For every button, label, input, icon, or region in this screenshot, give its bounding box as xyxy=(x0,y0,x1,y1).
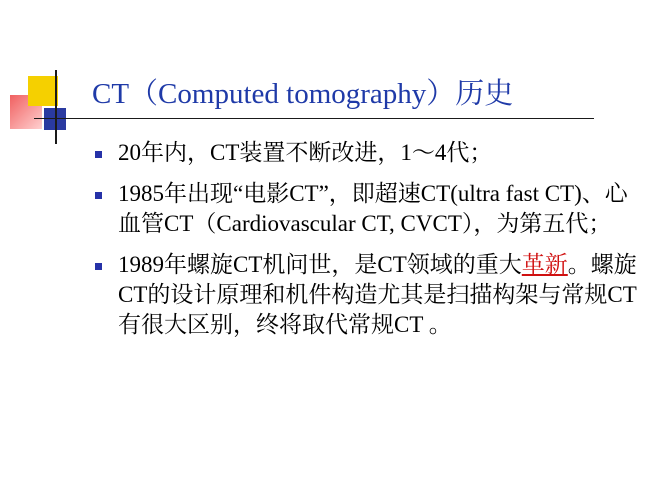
bullet-marker-icon xyxy=(95,192,102,199)
bullet-marker-icon xyxy=(95,263,102,270)
innovation-link[interactable]: 革新 xyxy=(521,252,568,277)
bullet-marker-icon xyxy=(95,151,102,158)
slide-title: CT（Computed tomography）历史 xyxy=(92,78,514,110)
bullet-text: 1985年出现“电影CT”，即超速CT(ultra fast CT)、心血管CT（Cardiovascular CT, CVCT），为第五代； xyxy=(118,181,628,236)
bullet-item-cine-ct xyxy=(92,179,640,239)
bullet-item-spiral-ct xyxy=(92,250,640,340)
title-divider-line xyxy=(34,118,594,119)
bullet-text: 20年内，CT装置不断改进，1～4代； xyxy=(118,140,493,165)
bullet-text-before-link: 1989年螺旋CT机问世，是CT领域的重大 xyxy=(118,252,522,277)
decorative-yellow-square xyxy=(28,76,58,106)
bullet-list xyxy=(92,138,640,351)
bullet-item-generations xyxy=(92,138,640,168)
decorative-vertical-line xyxy=(55,70,57,144)
bullet-text-after-link: 。螺旋CT的设计原理和机件构造尤其是扫描构架与常规CT有很大区别，终将取代常规CT 。 xyxy=(118,252,637,337)
